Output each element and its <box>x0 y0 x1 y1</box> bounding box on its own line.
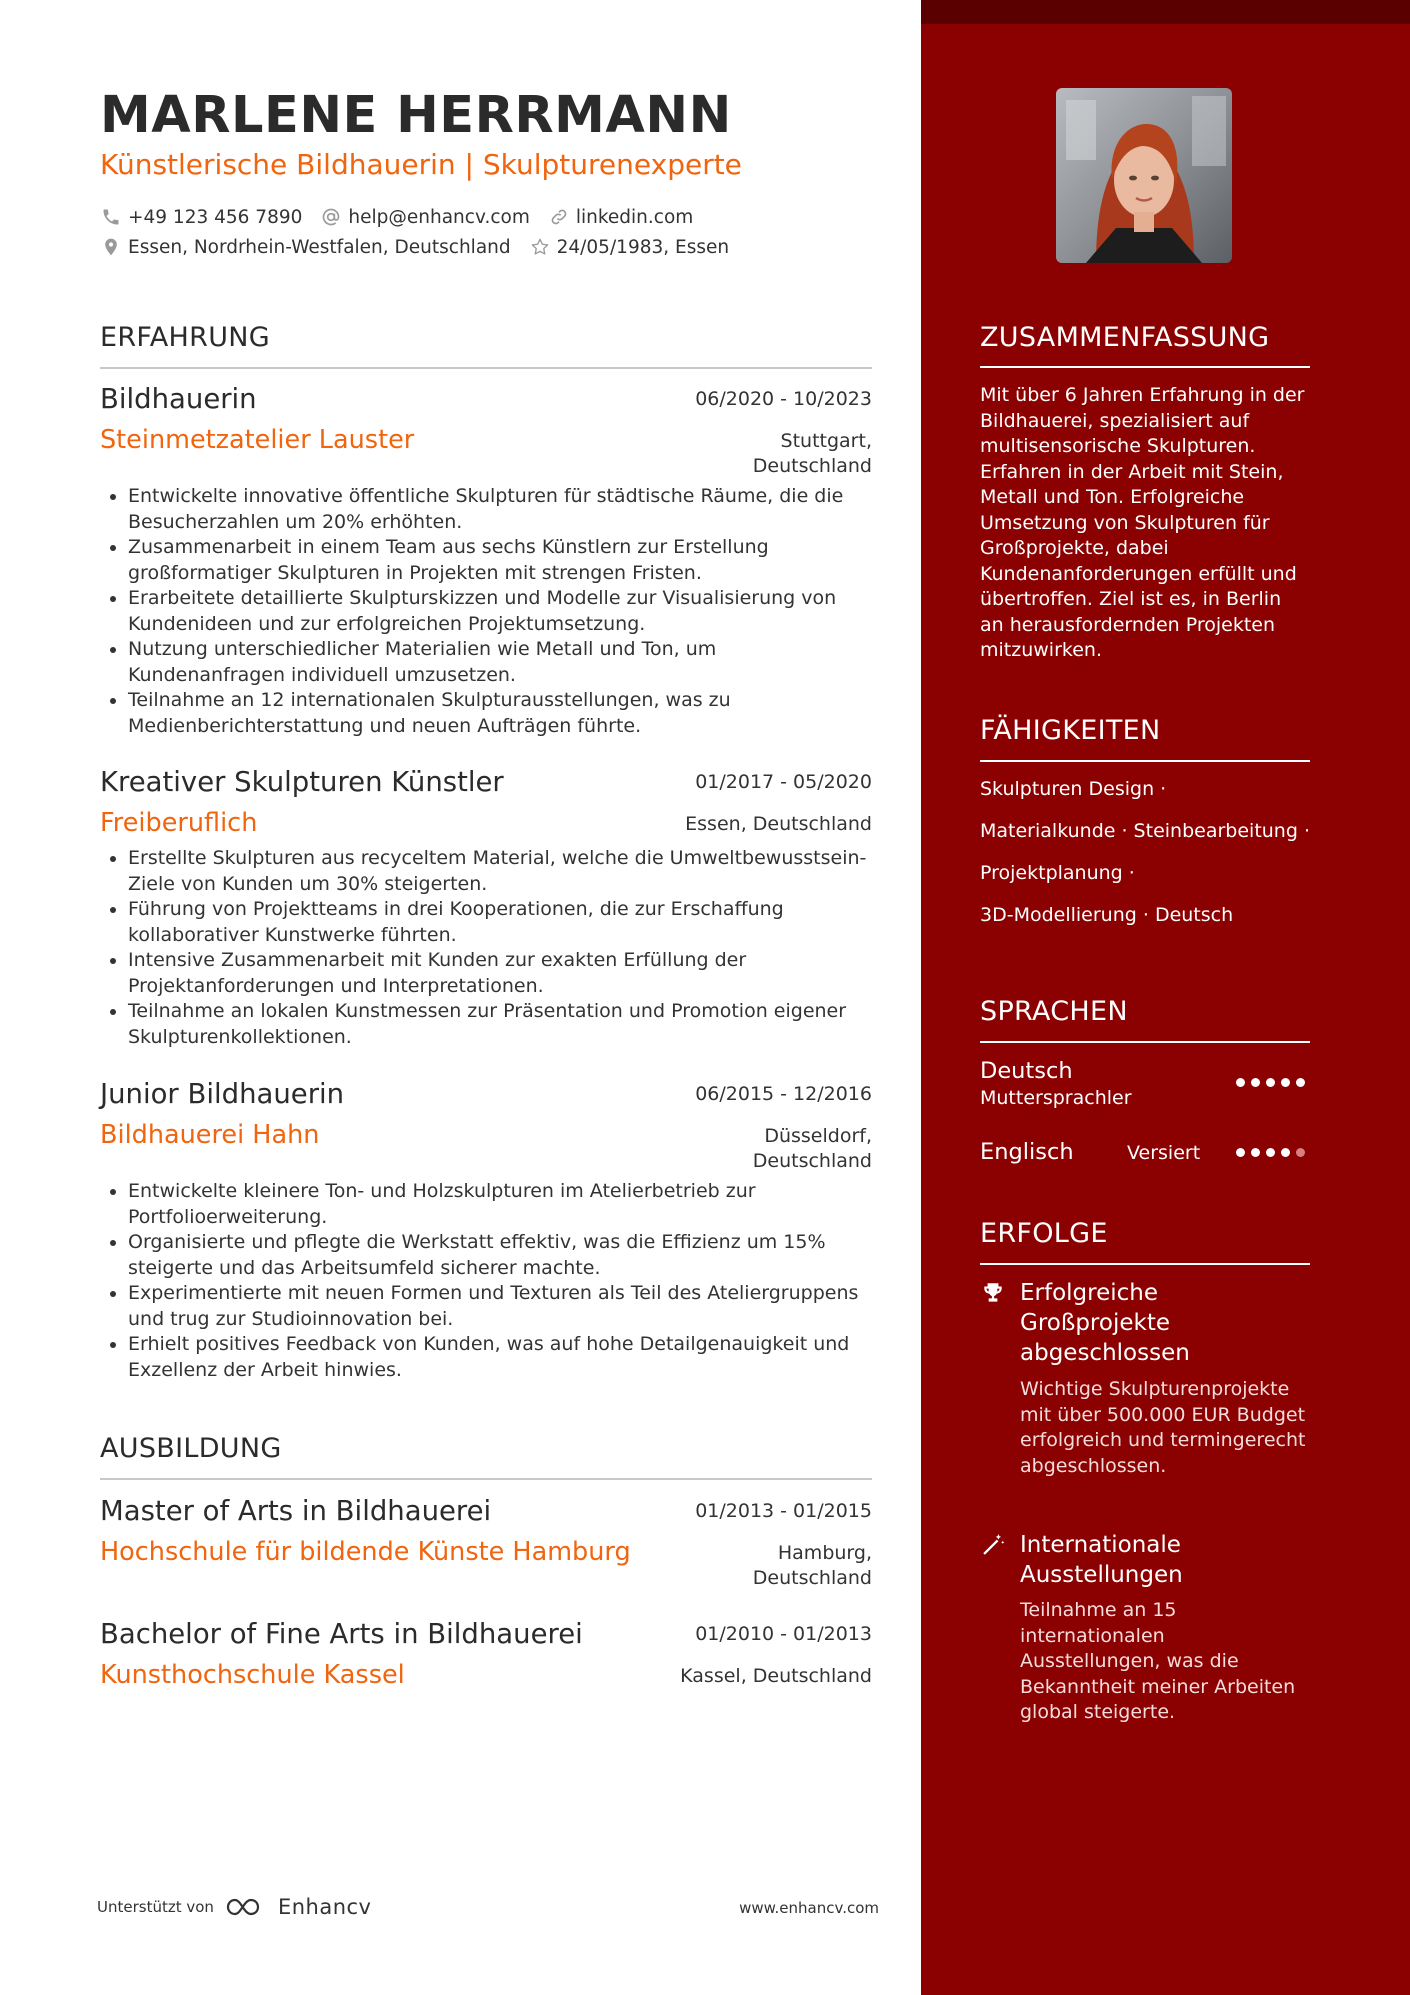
achievement-desc: Wichtige Skulpturenprojekte mit über 500.000 EUR Budget erfolgreich und termingerecht abgeschlossen. <box>1020 1378 1306 1477</box>
degree-dates: 01/2010 - 01/2013 <box>695 1623 872 1645</box>
bullet-item: Teilnahme an 12 internationalen Skulpturausstellungen, was zu Medienberichterstattung und neuen Aufträgen führte. <box>100 688 872 739</box>
skills-section-title: FÄHIGKEITEN <box>980 715 1161 746</box>
rating-dot <box>1266 1078 1275 1087</box>
magic-wand-icon <box>980 1532 1006 1558</box>
bullet-item: Nutzung unterschiedlicher Materialien wie Metall und Ton, um Kundenanfragen individuell umzusetzen. <box>100 637 872 688</box>
skills-divider <box>980 760 1310 762</box>
achievements-section-title: ERFOLGE <box>980 1218 1108 1249</box>
location-contact <box>100 236 511 258</box>
language-name: Englisch <box>980 1139 1074 1165</box>
bullet-item: Entwickelte kleinere Ton- und Holzskulpturen im Atelierbetrieb zur Portfolioerweiterung. <box>100 1179 872 1230</box>
contact-info <box>100 202 747 262</box>
bullet-item: Führung von Projektteams in drei Kooperationen, die zur Erschaffung kollaborativer Kunstwerke führten. <box>100 897 872 948</box>
phone-contact[interactable] <box>100 206 302 228</box>
degree-title: Master of Arts in Bildhauerei <box>100 1495 492 1527</box>
trophy-icon <box>980 1280 1006 1306</box>
at-icon <box>320 206 342 228</box>
language-name: Deutsch <box>980 1058 1073 1084</box>
company-name: Freiberuflich <box>100 808 258 838</box>
summary-divider <box>980 366 1310 368</box>
bullet-item: Zusammenarbeit in einem Team aus sechs Künstlern zur Erstellung großformatiger Skulpturen in Projekten mit strengen Fristen. <box>100 535 872 586</box>
rating-dot <box>1281 1078 1290 1087</box>
job-title: Kreativer Skulpturen Künstler <box>100 766 504 798</box>
rating-dot <box>1236 1148 1245 1157</box>
job-bullets <box>100 846 872 1050</box>
company-name: Bildhauerei Hahn <box>100 1120 320 1150</box>
achievements-divider <box>980 1263 1310 1265</box>
bullet-item: Intensive Zusammenarbeit mit Kunden zur exakten Erfüllung der Projektanforderungen und Interpretationen. <box>100 948 872 999</box>
school-location-line: Hamburg, <box>777 1542 872 1564</box>
job-bullets <box>100 484 872 739</box>
skill-line: Materialkunde · Steinbearbeitung · <box>980 820 1310 842</box>
sidebar <box>921 0 1410 1995</box>
email-text: help@enhancv.com <box>348 206 530 228</box>
job-dates: 01/2017 - 05/2020 <box>695 771 872 793</box>
linkedin-text: linkedin.com <box>575 206 694 228</box>
rating-dot <box>1236 1078 1245 1087</box>
job-title: Bildhauerin <box>100 383 257 415</box>
achievement-desc: Teilnahme an 15 internationalen Ausstellungen, was die Bekanntheit meiner Arbeiten global steigerte. <box>1020 1599 1296 1723</box>
bullet-item: Experimentierte mit neuen Formen und Texturen als Teil des Ateliergruppens und trug zur Studioinnovation bei. <box>100 1281 872 1332</box>
summary-section-title: ZUSAMMENFASSUNG <box>980 322 1270 353</box>
job-location-line: Düsseldorf, <box>764 1125 872 1147</box>
language-rating <box>1236 1078 1311 1087</box>
company-name: Steinmetzatelier Lauster <box>100 425 415 455</box>
language-level: Muttersprachler <box>980 1087 1132 1109</box>
profile-photo <box>1056 88 1232 263</box>
email-contact[interactable] <box>320 206 529 228</box>
job-location-line: Deutschland <box>752 1150 872 1172</box>
job-dates: 06/2015 - 12/2016 <box>695 1083 872 1105</box>
bullet-item: Organisierte und pflegte die Werkstatt effektiv, was die Effizienz um 15% steigerte und das Arbeitsumfeld sicherer machte. <box>100 1230 872 1281</box>
degree-dates: 01/2013 - 01/2015 <box>695 1500 872 1522</box>
language-rating <box>1236 1148 1311 1157</box>
rating-dot <box>1281 1148 1290 1157</box>
skill-line: Projektplanung · <box>980 862 1135 884</box>
enhancv-brand: Enhancv <box>277 1895 372 1919</box>
location-pin-icon <box>100 236 122 258</box>
job-location-line: Essen, Deutschland <box>685 813 872 835</box>
school-location <box>680 1664 872 1689</box>
language-level: Versiert <box>1127 1142 1201 1164</box>
achievement-title: Internationale Ausstellungen <box>1020 1532 1183 1588</box>
birth-contact <box>529 236 729 258</box>
phone-icon <box>100 206 122 228</box>
footer-url[interactable]: www.enhancv.com <box>739 1899 879 1917</box>
bullet-item: Erstellte Skulpturen aus recyceltem Material, welche die Umweltbewusstsein-Ziele von Kunden um 30% steigerten. <box>100 846 872 897</box>
degree-title: Bachelor of Fine Arts in Bildhauerei <box>100 1618 583 1650</box>
enhancv-logo-icon <box>224 1895 272 1919</box>
school-location <box>753 1541 872 1591</box>
summary-text: Mit über 6 Jahren Erfahrung in der Bildhauerei, spezialisiert auf multisensorische Skulpturen. Erfahren in der Arbeit mit Stein, Metall und Ton. Erfolgreiche Umsetzung von Skulpturen für Großprojekte, dabei Kundenanforderungen erfüllt und übertroffen. Ziel ist es, in Berlin an herausfordernden Projekten mitzuwirken. <box>980 384 1305 661</box>
footer <box>97 1895 879 1925</box>
education-divider <box>100 1478 872 1480</box>
phone-text: +49 123 456 7890 <box>128 206 303 228</box>
experience-divider <box>100 367 872 369</box>
school-location-line: Deutschland <box>752 1567 872 1589</box>
rating-dot <box>1251 1078 1260 1087</box>
powered-by <box>97 1895 371 1919</box>
school-location-line: Kassel, Deutschland <box>680 1665 872 1687</box>
languages-section-title: SPRACHEN <box>980 996 1128 1027</box>
link-icon <box>548 206 570 228</box>
job-location-line: Deutschland <box>752 455 872 477</box>
experience-section-title: ERFAHRUNG <box>100 322 270 353</box>
bullet-item: Erarbeitete detaillierte Skulpturskizzen und Modelle zur Visualisierung von Kundenideen und zur erfolgreichen Projektumsetzung. <box>100 586 872 637</box>
school-name: Kunsthochschule Kassel <box>100 1660 405 1690</box>
achievement-title: Erfolgreiche Großprojekte abgeschlossen <box>1020 1280 1190 1366</box>
skill-line: Skulpturen Design · <box>980 778 1167 800</box>
bullet-item: Entwickelte innovative öffentliche Skulpturen für städtische Räume, die die Besucherzahlen um 20% erhöhten. <box>100 484 872 535</box>
school-name: Hochschule für bildende Künste Hamburg <box>100 1537 631 1567</box>
bullet-item: Teilnahme an lokalen Kunstmessen zur Präsentation und Promotion eigener Skulpturenkollektionen. <box>100 999 872 1050</box>
job-location <box>753 1124 872 1174</box>
job-dates: 06/2020 - 10/2023 <box>695 388 872 410</box>
job-title: Junior Bildhauerin <box>100 1078 345 1110</box>
candidate-name: MARLENE HERRMANN <box>100 86 732 145</box>
bullet-item: Erhielt positives Feedback von Kunden, was auf hohe Detailgenauigkeit und Exzellenz der Arbeit hinwies. <box>100 1332 872 1383</box>
location-text: Essen, Nordrhein-Westfalen, Deutschland <box>128 236 511 258</box>
job-location <box>753 429 872 479</box>
sidebar-top-band <box>921 0 1410 24</box>
powered-by-text: Unterstützt von <box>97 1898 214 1916</box>
education-section-title: AUSBILDUNG <box>100 1433 282 1464</box>
job-location-line: Stuttgart, <box>780 430 872 452</box>
rating-dot <box>1251 1148 1260 1157</box>
languages-divider <box>980 1041 1310 1043</box>
rating-dot <box>1296 1078 1305 1087</box>
job-bullets <box>100 1179 872 1383</box>
candidate-subtitle: Künstlerische Bildhauerin | Skulpturenexperte <box>100 148 742 181</box>
job-location <box>685 812 872 837</box>
rating-dot <box>1266 1148 1275 1157</box>
linkedin-contact[interactable] <box>548 206 693 228</box>
rating-dot <box>1296 1148 1305 1157</box>
star-icon <box>529 236 551 258</box>
birth-text: 24/05/1983, Essen <box>556 236 730 258</box>
skill-line: 3D-Modellierung · Deutsch <box>980 904 1234 926</box>
